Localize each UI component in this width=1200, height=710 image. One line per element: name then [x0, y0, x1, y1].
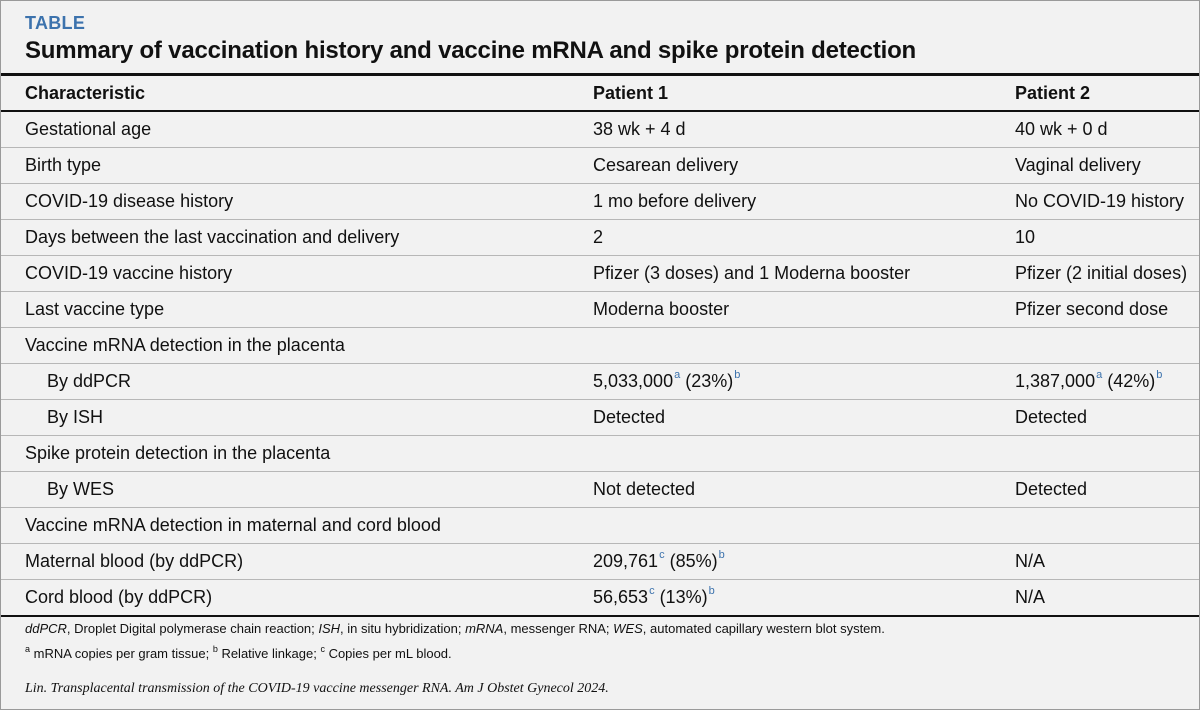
table-row	[1, 364, 1199, 400]
value-percent: (42%)	[1102, 371, 1156, 391]
abbreviation-term: ddPCR	[25, 621, 67, 636]
patient-1-value: Not detected	[593, 479, 696, 499]
section-label: Vaccine mRNA detection in the placenta	[25, 335, 345, 355]
patient-2-value	[1015, 364, 1199, 400]
table-row	[1, 111, 1199, 148]
patient-1-value	[593, 580, 1015, 617]
value-number: 5,033,000	[593, 371, 674, 391]
footnote-mark-b[interactable]: b	[1156, 369, 1163, 381]
patient-2-value: No COVID-19 history	[1015, 191, 1185, 211]
table-notes	[25, 621, 885, 671]
patient-1-value: 2	[593, 227, 604, 247]
row-label: By ISH	[47, 407, 104, 427]
table-row	[1, 580, 1199, 617]
section-row	[1, 328, 1199, 364]
row-label: Days between the last vaccination and delivery	[25, 227, 400, 247]
table-row	[1, 256, 1199, 292]
footnotes-note	[25, 646, 885, 661]
abbreviation-definition: , messenger RNA;	[503, 621, 614, 636]
footnote-mark-c[interactable]: c	[659, 549, 665, 561]
value-percent: (85%)	[664, 551, 718, 571]
footnote-mark-b[interactable]: b	[734, 369, 741, 381]
patient-1-value	[593, 364, 1015, 400]
citation: Lin. Transplacental transmission of the COVID-19 vaccine messenger RNA. Am J Obstet Gynecol 2024.	[25, 681, 609, 696]
value-number: 209,761	[593, 551, 659, 571]
table-label: TABLE	[25, 13, 86, 33]
patient-2-value: Pfizer (2 initial doses)	[1015, 263, 1188, 283]
abbreviation-definition: , in situ hybridization;	[340, 621, 466, 636]
section-row	[1, 436, 1199, 472]
abbreviation-term: WES	[613, 621, 643, 636]
patient-2-value: Detected	[1015, 407, 1088, 427]
header-characteristic: Characteristic	[25, 82, 146, 103]
patient-2-value: N/A	[1015, 587, 1046, 607]
row-label: COVID-19 vaccine history	[25, 263, 233, 283]
table-row	[1, 220, 1199, 256]
section-row	[1, 508, 1199, 544]
footnote-mark: b	[212, 644, 218, 654]
table-row	[1, 472, 1199, 508]
row-label: By ddPCR	[47, 371, 132, 391]
row-label: Birth type	[25, 155, 102, 175]
footnote-mark-a[interactable]: a	[674, 369, 681, 381]
patient-2-value: Vaginal delivery	[1015, 155, 1141, 175]
value-percent: (13%)	[654, 587, 708, 607]
abbreviations-note	[25, 621, 885, 636]
header-row	[1, 75, 1199, 112]
section-label: Spike protein detection in the placenta	[25, 443, 331, 463]
footnote-text: Relative linkage;	[217, 646, 321, 661]
table-row	[1, 292, 1199, 328]
patient-2-value: Detected	[1015, 479, 1088, 499]
summary-table	[1, 73, 1199, 617]
footnote-mark-a[interactable]: a	[1096, 369, 1103, 381]
section-label: Vaccine mRNA detection in maternal and cord blood	[25, 515, 441, 535]
header-patient-2: Patient 2	[1015, 82, 1091, 103]
table-row	[1, 148, 1199, 184]
footnote-mark: c	[320, 644, 325, 654]
table-row	[1, 184, 1199, 220]
patient-1-value: Pfizer (3 doses) and 1 Moderna booster	[593, 263, 911, 283]
table-row	[1, 544, 1199, 580]
table-row	[1, 400, 1199, 436]
abbreviation-term: mRNA	[465, 621, 504, 636]
footnote-text: Copies per mL blood.	[324, 646, 452, 661]
value-number: 56,653	[593, 587, 649, 607]
patient-1-value: Moderna booster	[593, 299, 730, 319]
value-number: 1,387,000	[1015, 371, 1096, 391]
abbreviation-definition: , Droplet Digital polymerase chain reaction;	[66, 621, 319, 636]
patient-1-value: Cesarean delivery	[593, 155, 739, 175]
footnote-mark-b[interactable]: b	[718, 549, 725, 561]
abbreviation-definition: , automated capillary western blot system.	[642, 621, 885, 636]
patient-1-value: Detected	[593, 407, 666, 427]
footnote-mark-b[interactable]: b	[708, 585, 715, 597]
value-percent: (23%)	[680, 371, 734, 391]
patient-1-value: 38 wk + 4 d	[593, 119, 686, 139]
patient-2-value: Pfizer second dose	[1015, 299, 1169, 319]
row-label: Maternal blood (by ddPCR)	[25, 551, 244, 571]
row-label: Last vaccine type	[25, 299, 165, 319]
row-label: Gestational age	[25, 119, 152, 139]
header-patient-1: Patient 1	[593, 82, 669, 103]
footnote-mark: a	[25, 644, 31, 654]
abbreviation-term: ISH	[318, 621, 341, 636]
table-title: Summary of vaccination history and vaccine mRNA and spike protein detection	[25, 37, 917, 64]
footnote-text: mRNA copies per gram tissue;	[30, 646, 213, 661]
patient-2-value: 40 wk + 0 d	[1015, 119, 1108, 139]
row-label: By WES	[47, 479, 115, 499]
patient-1-value: 1 mo before delivery	[593, 191, 757, 211]
footnote-mark-c[interactable]: c	[649, 585, 655, 597]
row-label: COVID-19 disease history	[25, 191, 234, 211]
patient-1-value	[593, 544, 1015, 580]
patient-2-value: 10	[1015, 227, 1036, 247]
row-label: Cord blood (by ddPCR)	[25, 587, 213, 607]
patient-2-value: N/A	[1015, 551, 1046, 571]
